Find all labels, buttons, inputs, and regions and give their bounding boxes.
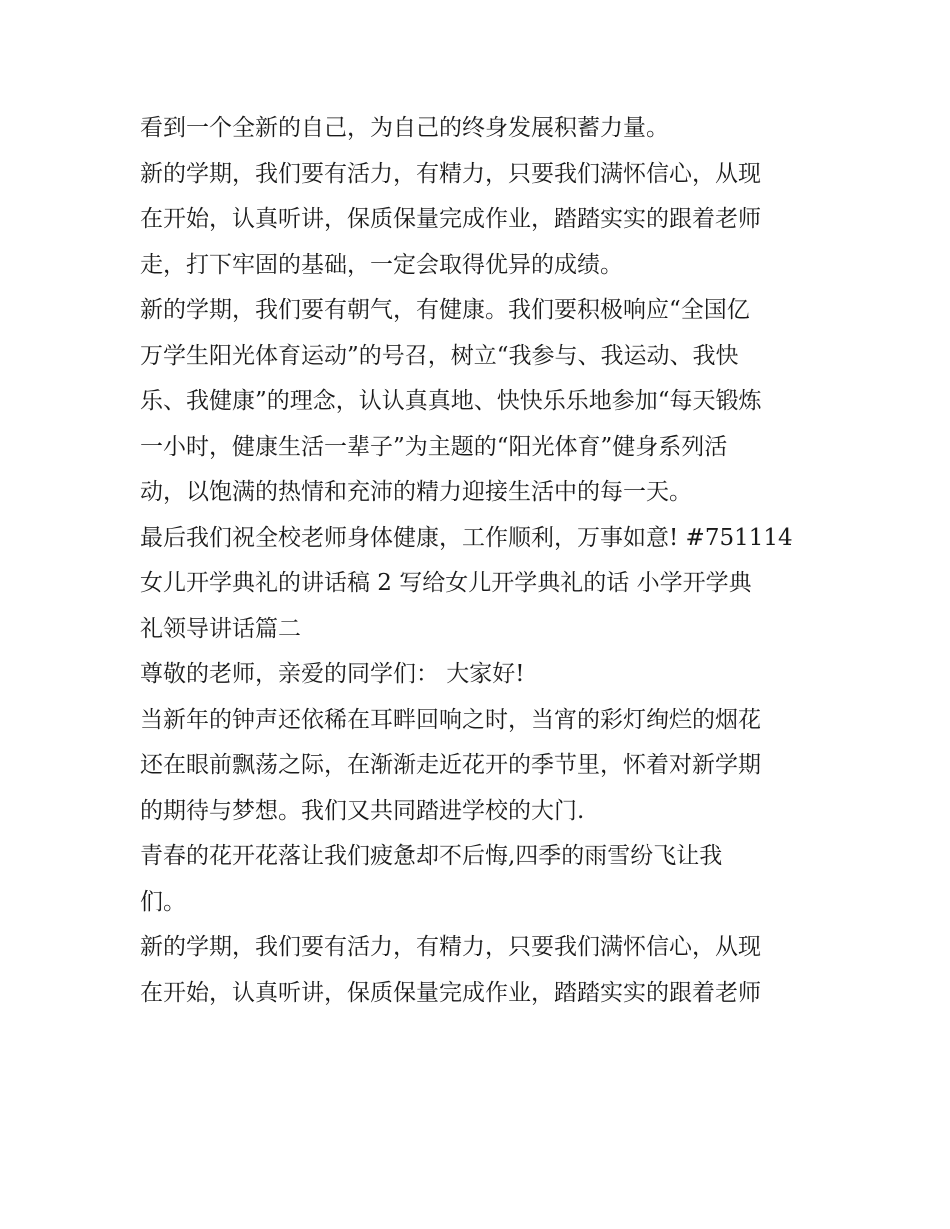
text-line: 看到一个全新的自己，为自己的终身发展积蓄力量。	[140, 115, 669, 141]
article-title-line: 礼领导讲话篇二	[140, 615, 301, 642]
text-line: 一小时，健康生活一辈子”为主题的“阳光体育”健身系列活	[140, 433, 728, 460]
text-line: 在开始，认真听讲，保质保量完成作业，踏踏实实的跟着老师	[140, 206, 761, 232]
text-line: 青春的花开花落让我们疲惫却不后悔,四季的雨雪纷飞让我	[140, 843, 723, 869]
text-line: 在开始，认真听讲，保质保量完成作业，踏踏实实的跟着老师	[140, 979, 761, 1006]
greeting-line: 尊敬的老师，亲爱的同学们： 大家好!	[140, 661, 525, 687]
text-line: 当新年的钟声还依稀在耳畔回响之时，当宵的彩灯绚烂的烟花	[140, 706, 761, 733]
text-line: 万学生阳光体育运动”的号召，树立“我参与、我运动、我快	[140, 342, 739, 369]
text-line: 新的学期，我们要有活力，有精力，只要我们满怀信心，从现	[140, 934, 761, 960]
text-line: 还在眼前飘荡之际，在渐渐走近花开的季节里，怀着对新学期	[140, 752, 761, 778]
text-line: 乐、我健康”的理念，认认真真地、快快乐乐地参加“每天锻炼	[140, 388, 762, 414]
text-line: 的期待与梦想。我们又共同踏进学校的大门.	[140, 797, 585, 824]
text-line: 走，打下牢固的基础，一定会取得优异的成绩。	[140, 251, 623, 278]
text-line: 动，以饱满的热情和充沛的精力迎接生活中的每一天。	[140, 479, 692, 505]
text-line: 新的学期，我们要有朝气，有健康。我们要积极响应“全国亿	[140, 297, 750, 323]
text-line: 新的学期，我们要有活力，有精力，只要我们满怀信心，从现	[140, 160, 761, 187]
document-body	[140, 106, 830, 1016]
text-line: 们。	[140, 888, 186, 915]
text-line: 最后我们祝全校老师身体健康，工作顺利，万事如意! #751114	[140, 524, 793, 551]
article-title-line: 女儿开学典礼的讲话稿 2 写给女儿开学典礼的话 小学开学典	[140, 570, 752, 596]
